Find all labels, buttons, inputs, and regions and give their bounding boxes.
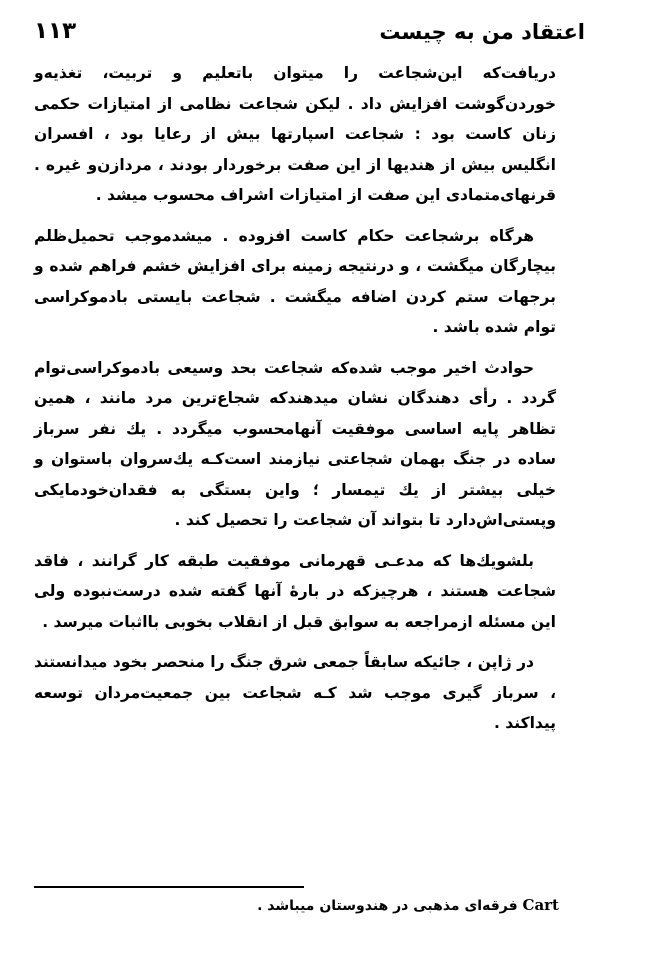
footnote-term: Cart [522,896,559,914]
paragraph: حوادث اخیر موجب شده‌که شجاعت بحد وسیعی بادموکراسی‌توام گردد . رأی دهندگان نشان میدهندکه شجاع‌ترین مرد مانند ، همین تظاهر پایه اساسی موفقیت آنهامحسوب میگردد . یك نفر سرباز ساده در جنگ بهمان شجاعتی نیازمند است‌کـه یك‌سروان باستوان و خیلی بیشتر از یك تیمسار ؛ واین بستگی به فقدان‌خودمایکی وپستی‌اش‌دارد تا بتواند آن شجاعت را تحصیل کند . [34,358,556,529]
paragraph: بلشویك‌ها که مدعـی قهرمانی موفقیت طبقه کار گرانند ، فاقد شجاعت هستند ، هرچیزکه در بارهٔ آنها گفته شده درست‌نبوده ولی این مسئله ازمراجعه به سوابق قبل از انقلاب بخوبی بااثبات میرسد . [34,551,556,631]
body-text [34,58,556,749]
footnote [34,896,559,914]
page-number: ۱۱۳ [34,18,77,44]
footnote-divider [34,886,304,888]
running-title: اعتقاد من به چیست [379,20,585,44]
paragraph: هرگاه برشجاعت حکام کاست افزوده . میشدموجب تحمیل‌ظلم بیچارگان میگشت ، و درنتیجه زمینه برای افزایش خشم فراهم شده و برجهات ستم کردن اضافه میگشت . شجاعت بایستی بادموکراسی توام شده باشد . [34,226,556,336]
footnote-text: فرقه‌ای مذهبی در هندوستان میباشد . [257,898,518,914]
paragraph: در ژاپن ، جائیکه سابقاً جمعی شرق جنگ را منحصر بخود میدانستند ، سرباز گیری موجب شد کـه شجاعت بین جمعیت‌مردان توسعه پیداکند . [34,653,556,732]
paragraph: دریافت‌که این‌شجاعت را میتوان باتعلیم و تربیت، تغذیه‌و خوردن‌گوشت افزایش داد . لیکن شجاعت نظامی از امتیازات حکمی زنان کاست بود : شجاعت اسپارتها بیش از رعایا بود ، افسران انگلیس بیش از هندیها از این صفت برخوردار بودند ، مردازن‌و غیره . قرنهای‌متمادی این صفت از امتیازات اشراف محسوب میشد . [34,64,556,204]
page-header [34,14,585,54]
